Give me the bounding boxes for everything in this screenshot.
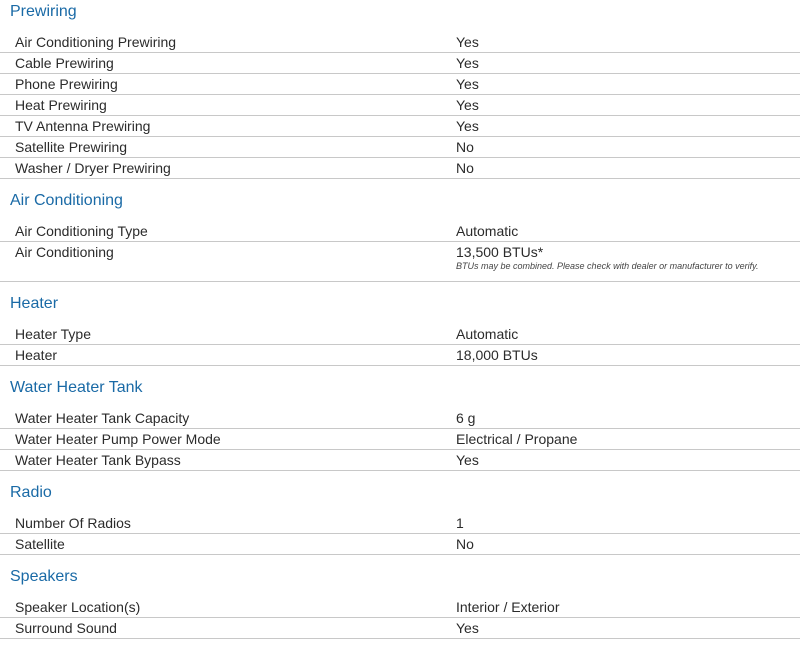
spec-row — [0, 32, 800, 53]
spec-label: Air Conditioning Prewiring — [15, 34, 177, 50]
spec-row — [0, 345, 800, 366]
spec-label: Heat Prewiring — [15, 97, 107, 113]
spec-label: Water Heater Pump Power Mode — [15, 431, 221, 447]
spec-label: Water Heater Tank Bypass — [15, 452, 181, 468]
spec-value: Electrical / Propane — [456, 431, 578, 447]
section-title: Speakers — [10, 568, 78, 585]
spec-row — [0, 74, 800, 95]
spec-value: Yes — [456, 118, 479, 134]
spec-row — [0, 534, 800, 555]
spec-label: Phone Prewiring — [15, 76, 118, 92]
section-title: Water Heater Tank — [10, 379, 143, 396]
spec-value: Yes — [456, 97, 479, 113]
spec-value-with-note — [456, 242, 800, 281]
spec-label: Satellite — [15, 536, 65, 552]
spec-value: 1 — [456, 515, 464, 531]
spec-value: Yes — [456, 34, 479, 50]
spec-label: Air Conditioning — [15, 244, 114, 260]
spec-rows — [0, 408, 800, 471]
section-air-conditioning — [0, 179, 800, 282]
spec-row — [0, 450, 800, 471]
spec-row — [0, 53, 800, 74]
spec-row — [0, 95, 800, 116]
section-heater — [0, 282, 800, 366]
spec-label: Speaker Location(s) — [15, 599, 141, 615]
spec-row — [0, 408, 800, 429]
spec-rows — [0, 221, 800, 282]
spec-value: Interior / Exterior — [456, 599, 560, 615]
section-speakers — [0, 555, 800, 639]
spec-label: Heater Type — [15, 326, 92, 342]
spec-label: Surround Sound — [15, 620, 117, 636]
spec-row — [0, 158, 800, 179]
section-radio — [0, 471, 800, 555]
spec-row — [0, 221, 800, 242]
spec-rows — [0, 513, 800, 555]
spec-label: Air Conditioning Type — [15, 223, 148, 239]
spec-value: 6 g — [456, 410, 476, 426]
spec-value: No — [456, 160, 474, 176]
spec-label: Cable Prewiring — [15, 55, 114, 71]
spec-label: Washer / Dryer Prewiring — [15, 160, 171, 176]
spec-value: Yes — [456, 76, 479, 92]
spec-label: Water Heater Tank Capacity — [15, 410, 190, 426]
spec-value: No — [456, 536, 474, 552]
spec-row — [0, 597, 800, 618]
spec-rows — [0, 597, 800, 639]
spec-row — [0, 618, 800, 639]
spec-value: No — [456, 139, 474, 155]
spec-rows — [0, 32, 800, 179]
spec-value: Yes — [456, 452, 479, 468]
spec-row — [0, 116, 800, 137]
section-title: Prewiring — [10, 3, 77, 20]
spec-label: Heater — [15, 347, 58, 363]
section-prewiring — [0, 0, 800, 179]
spec-row — [0, 137, 800, 158]
spec-value: Automatic — [456, 223, 519, 239]
spec-value: Automatic — [456, 326, 519, 342]
spec-row — [0, 324, 800, 345]
spec-row — [0, 242, 800, 282]
spec-row — [0, 429, 800, 450]
section-water-heater-tank — [0, 366, 800, 471]
btu-disclaimer-note: BTUs may be combined. Please check with dealer or manufacturer to verify. — [456, 261, 759, 271]
spec-label: Number Of Radios — [15, 515, 131, 531]
spec-value: Yes — [456, 620, 479, 636]
spec-rows — [0, 324, 800, 366]
section-title: Air Conditioning — [10, 192, 123, 209]
spec-label: Satellite Prewiring — [15, 139, 128, 155]
spec-value: Yes — [456, 55, 479, 71]
section-title: Heater — [10, 295, 59, 312]
spec-value: 18,000 BTUs — [456, 347, 538, 363]
spec-row — [0, 513, 800, 534]
section-title: Radio — [10, 484, 52, 501]
spec-value: 13,500 BTUs* — [456, 244, 544, 260]
spec-label: TV Antenna Prewiring — [15, 118, 151, 134]
